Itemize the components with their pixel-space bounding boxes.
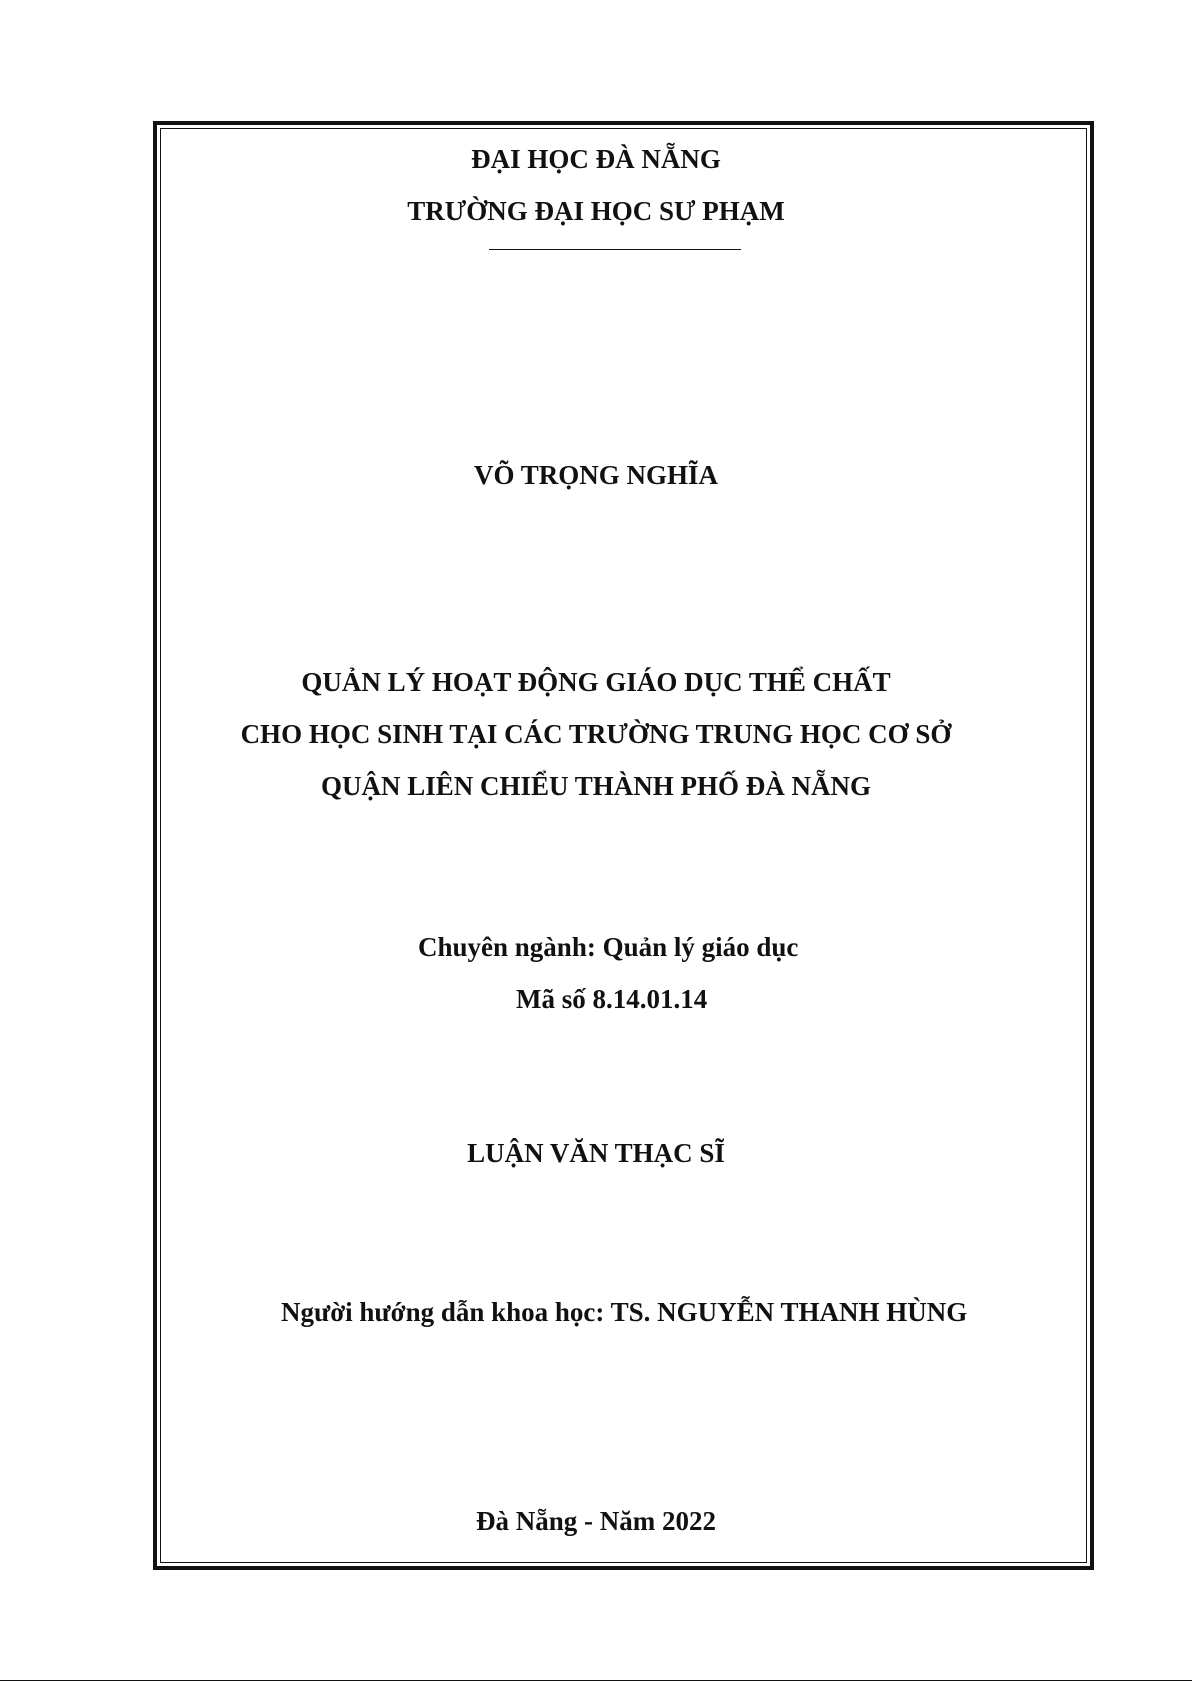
university-name: ĐẠI HỌC ĐÀ NẴNG <box>471 144 721 174</box>
specialization-code: Mã số 8.14.01.14 <box>516 984 708 1014</box>
page-bottom-edge <box>0 1680 1192 1681</box>
page-border-inner <box>160 128 1087 1563</box>
supervisor: Người hướng dẫn khoa học: TS. NGUYỄN THANH HÙNG <box>281 1297 968 1327</box>
place-and-year: Đà Nẵng - Năm 2022 <box>476 1506 716 1536</box>
thesis-type: LUẬN VĂN THẠC SĨ <box>467 1138 725 1168</box>
thesis-title-line-3: QUẬN LIÊN CHIỂU THÀNH PHỐ ĐÀ NẴNG <box>320 771 872 801</box>
specialization: Chuyên ngành: Quản lý giáo dục <box>418 932 799 962</box>
header-divider <box>489 249 741 250</box>
thesis-title-line-1: QUẢN LÝ HOẠT ĐỘNG GIÁO DỤC THỂ CHẤT <box>301 667 891 697</box>
author-name: VÕ TRỌNG NGHĨA <box>473 460 719 490</box>
school-name: TRƯỜNG ĐẠI HỌC SƯ PHẠM <box>407 196 785 226</box>
thesis-title-line-2: CHO HỌC SINH TẠI CÁC TRƯỜNG TRUNG HỌC CƠ SỞ <box>240 719 952 749</box>
